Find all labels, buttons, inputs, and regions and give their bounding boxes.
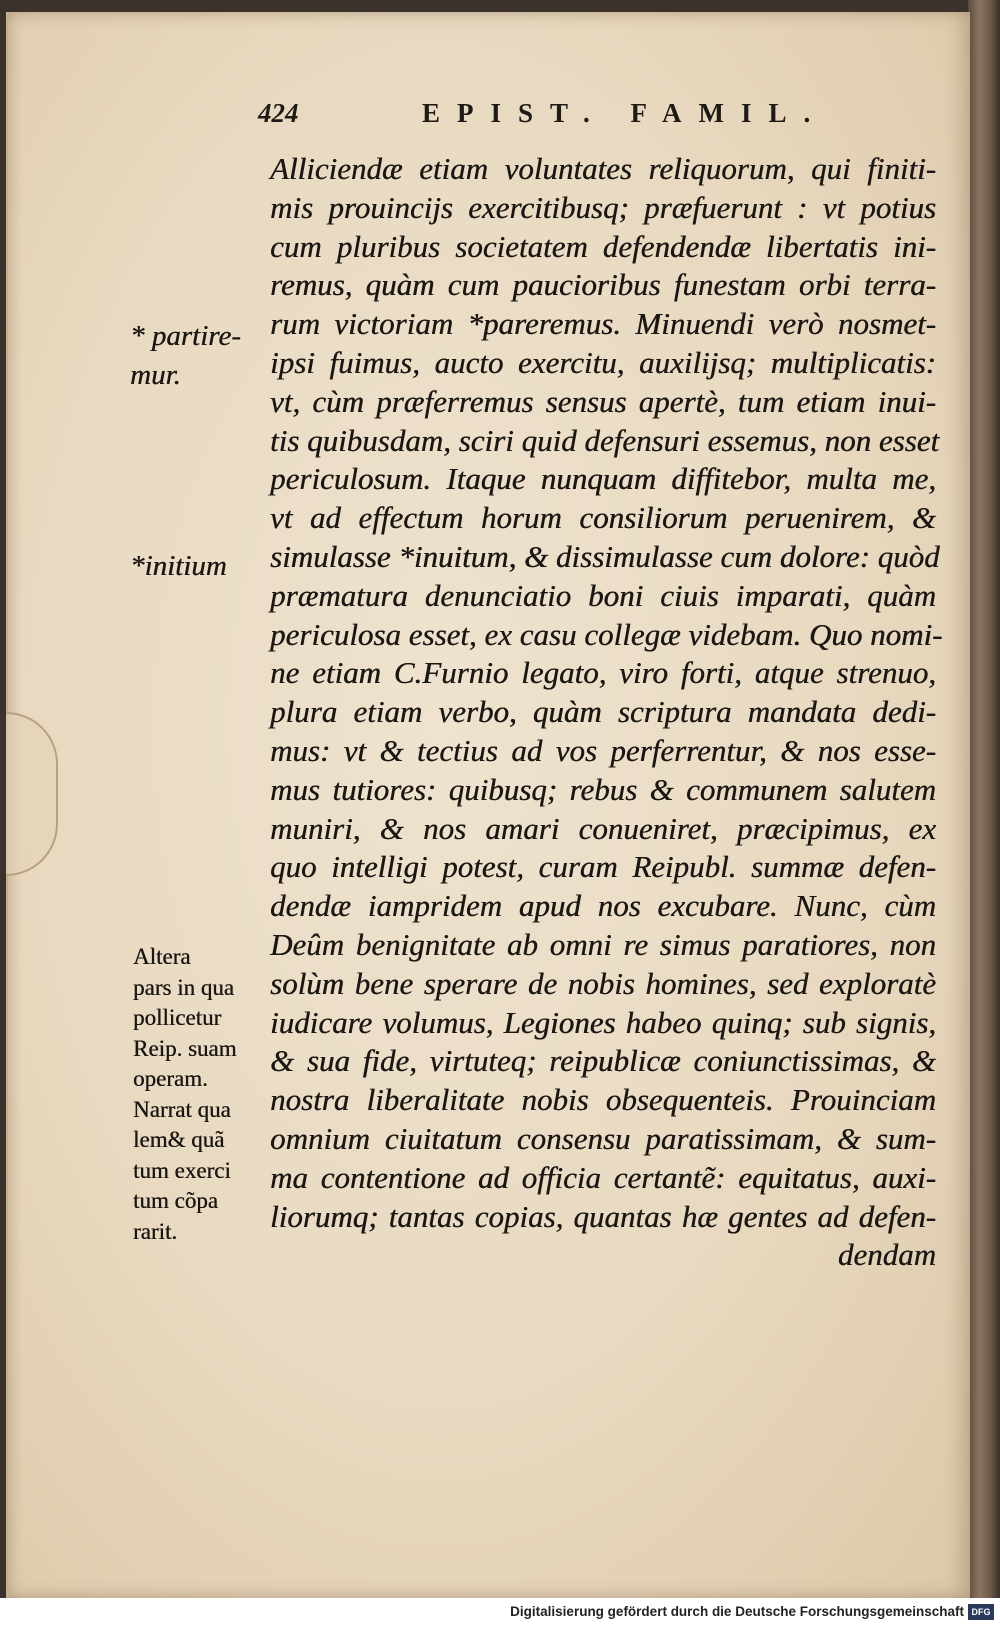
text-line: mis prouincijs exercitibusq; præfuerunt : vt potius [270,189,936,225]
margin-note-initium [130,547,270,586]
text-line: simulasse *inuitum, & dissimulasse cum dolore: quòd [270,538,940,574]
text-line: ne etiam C.Furnio legato, viro forti, atque strenuo, [270,655,936,691]
margin-line: lem& quã [133,1127,225,1152]
page-number: 424 [258,98,299,128]
body-text [270,150,943,1275]
text-line: vt ad effectum horum consiliorum peruenirem, & [270,500,936,536]
text-line: plura etiam verbo, quàm scriptura mandata dedi- [270,694,936,730]
text-line: muniri, & nos amari conueniret, præcipimus, ex [270,810,936,846]
margin-line: * partire- [130,320,241,352]
text-line: periculosum. Itaque nunquam diffitebor, multa me, [270,461,936,497]
text-line: vt, cùm præferremus sensus apertè, tum etiam inui- [270,383,936,419]
text-line: liorumq; tantas copias, quantas hæ gentes ad defen- [270,1198,936,1234]
text-line: solùm bene sperare de nobis homines, sed exploratè [270,965,936,1001]
margin-line: Altera [133,944,191,969]
margin-line: *initium [130,550,227,582]
margin-line: pars in qua [133,974,234,1000]
text-line: præmatura denunciatio boni ciuis imparati, quàm [270,577,936,613]
text-line: Deûm benignitate ab omni re simus paratiores, non [270,926,936,962]
text-line: periculosa esset, ex casu collegæ videbam. Quo nomi- [270,616,943,652]
text-line: rum victoriam *pareremus. Minuendi verò nosmet- [270,306,936,342]
page-tab-mark [6,712,58,876]
text-line: tis quibusdam, sciri quid defensuri essemus, non esset [270,422,940,458]
text-line: dendam [837,1237,936,1273]
text-line: ipsi fuimus, aucto exercitu, auxilijsq; multiplicatis: [270,344,936,380]
margin-line: Narrat qua [133,1096,231,1122]
page-header [258,98,838,138]
dfg-logo: DFG [968,1604,994,1620]
margin-line: mur. [130,359,181,391]
margin-note-altera-pars [133,942,278,1247]
book-spine [968,0,1000,1598]
text-line: mus: vt & tectius ad vos perferrentur, & nos esse- [270,732,936,768]
funding-credit: Digitalisierung gefördert durch die Deutsche Forschungsgemeinschaft [510,1604,964,1619]
margin-line: operam. [133,1066,208,1091]
text-line: quo intelligi potest, curam Reipubl. summæ defen- [270,849,936,885]
text-line: omnium ciuitatum consensu paratissimam, & sum- [270,1120,936,1156]
footer-bar [0,1598,1000,1627]
text-line: Alliciendæ etiam voluntates reliquorum, qui finiti- [270,151,936,186]
margin-line: tum exerci [133,1157,231,1183]
margin-line: pollicetur [133,1005,222,1030]
running-title: EPIST. FAMIL. [422,98,828,128]
text-line: mus tutiores: quibusq; rebus & communem salutem [270,771,936,807]
margin-line: rarit. [133,1218,178,1244]
text-line: remus, quàm cum paucioribus funestam orbi terra- [270,267,936,303]
margin-note-partiremur [130,317,270,395]
margin-line: Reip. suam [133,1035,237,1061]
margin-line: tum cõpa [133,1188,218,1213]
text-line: iudicare volumus, Legiones habeo quinq; sub signis, [270,1004,936,1040]
text-line: nostra liberalitate nobis obsequenteis. Prouinciam [270,1082,936,1118]
text-line: cum pluribus societatem defendendæ libertatis ini- [270,228,936,264]
text-line: ma contentione ad officia certantẽ: equitatus, auxi- [270,1159,936,1195]
text-line: dendæ iampridem apud nos excubare. Nunc, cùm [270,888,936,924]
text-line: & sua fide, virtuteq; reipublicæ coniunctissimas, & [270,1043,936,1079]
